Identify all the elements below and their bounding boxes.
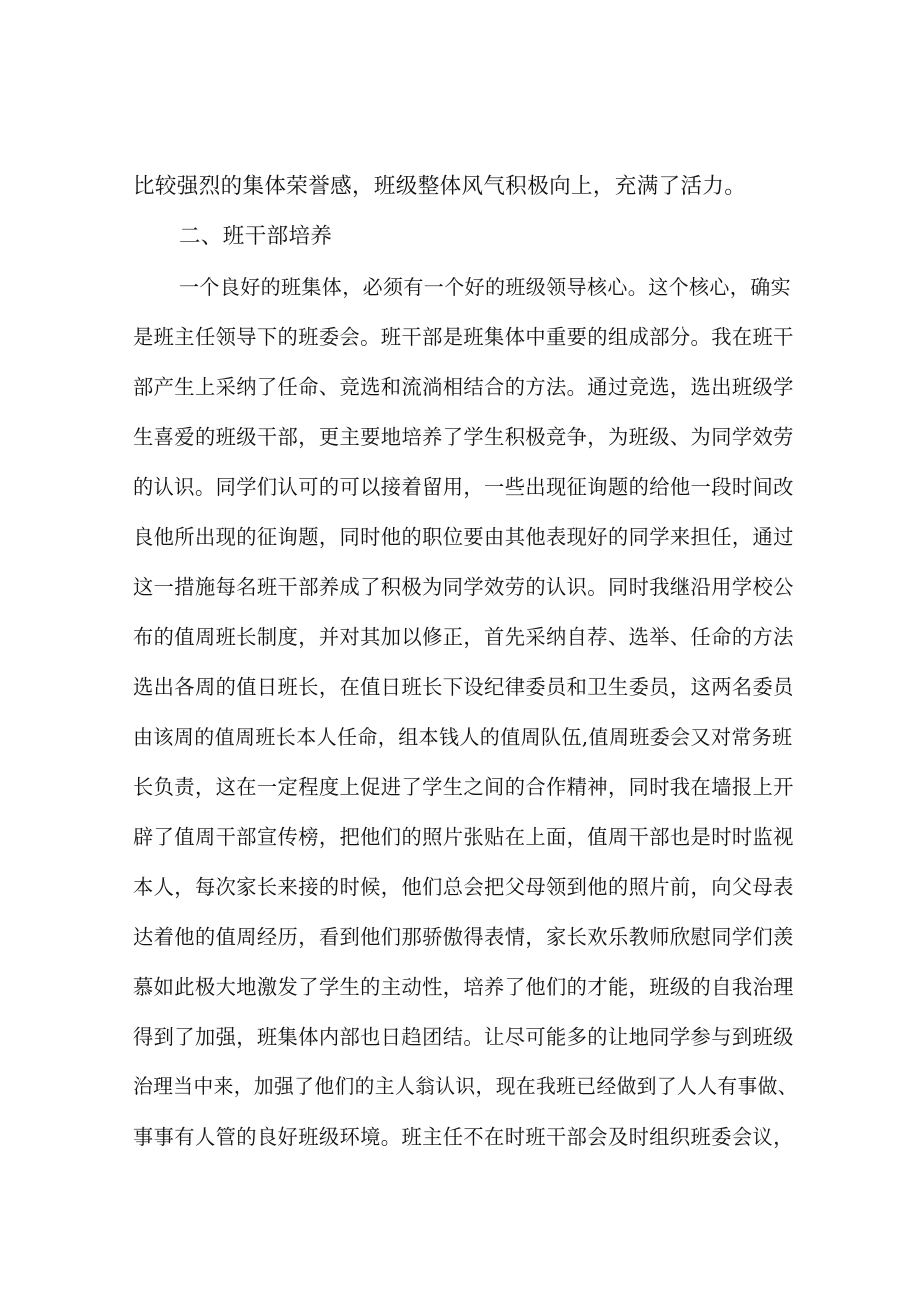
text-line: 是班主任领导下的班委会。班干部是班集体中重要的组成部分。我在班干	[133, 325, 794, 349]
text-line: 事事有人管的良好班级环境。班主任不在时班干部会及时组织班委会议，	[133, 1125, 794, 1149]
text-line: 达着他的值周经历，看到他们那骄傲得表情，家长欢乐教师欣慰同学们羡	[133, 925, 794, 949]
text-line: 选出各周的值日班长，在值日班长下设纪律委员和卫生委员，这两名委员	[133, 675, 794, 699]
text-line: 辟了值周干部宣传榜，把他们的照片张贴在上面，值周干部也是时时监视	[133, 825, 794, 849]
text-line: 良他所出现的征询题，同时他的职位要由其他表现好的同学来担任，通过	[133, 525, 794, 549]
text-line: 得到了加强，班集体内部也日趋团结。让尽可能多的让地同学参与到班级	[133, 1025, 794, 1049]
text-line: 治理当中来，加强了他们的主人翁认识，现在我班已经做到了人人有事做、	[133, 1075, 798, 1098]
body-text	[133, 162, 798, 1162]
text-line: 比较强烈的集体荣誉感，班级整体风气积极向上，充满了活力。	[133, 174, 747, 199]
paragraph-first-line: 一个良好的班集体，必须有一个好的班级领导核心。这个核心，确实	[179, 275, 791, 299]
text-line: 布的值周班长制度，并对其加以修正，首先采纳自荐、选举、任命的方法	[133, 625, 794, 649]
text-line: 长负责，这在一定程度上促进了学生之间的合作精神，同时我在墙报上开	[133, 775, 794, 799]
section-heading: 二、班干部培养	[179, 224, 333, 249]
text-line: 本人，每次家长来接的时候，他们总会把父母领到他的照片前，向父母表	[133, 875, 794, 899]
text-line: 由该周的值周班长本人任命，组本钱人的值周队伍,值周班委会又对常务班	[133, 725, 793, 749]
text-line: 慕如此极大地激发了学生的主动性，培养了他们的才能，班级的自我治理	[133, 975, 794, 999]
text-line: 部产生上采纳了任命、竞选和流淌相结合的方法。通过竞选，选出班级学	[133, 375, 794, 399]
text-line: 生喜爱的班级干部，更主要地培养了学生积极竞争，为班级、为同学效劳	[133, 425, 794, 449]
text-line: 这一措施每名班干部养成了积极为同学效劳的认识。同时我继沿用学校公	[133, 575, 794, 599]
text-line: 的认识。同学们认可的可以接着留用，一些出现征询题的给他一段时间改	[133, 475, 794, 499]
